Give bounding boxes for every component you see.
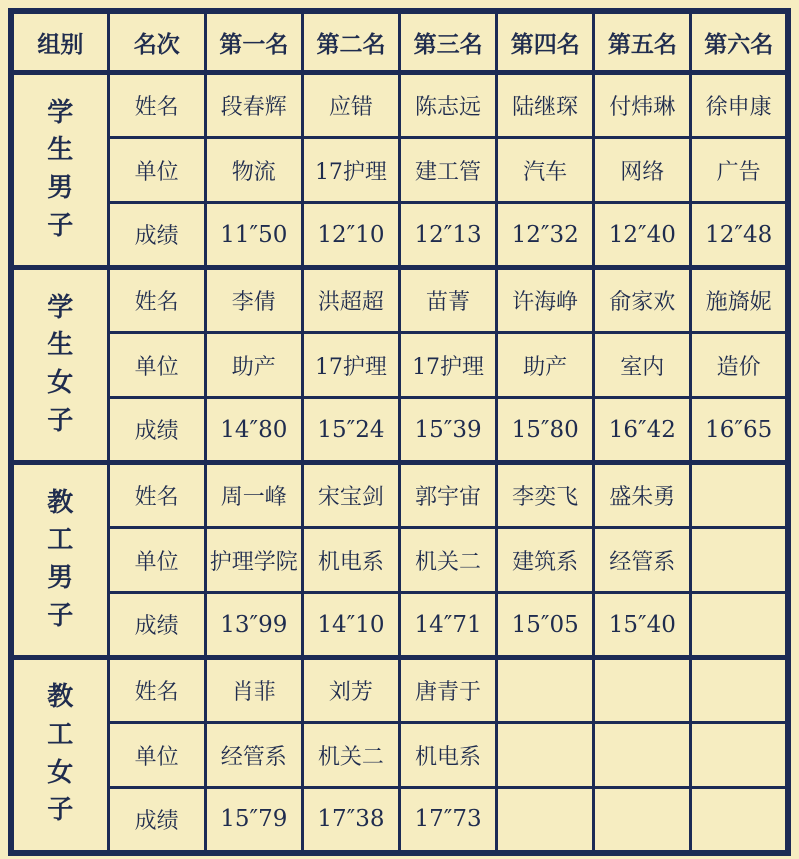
results-table: [8, 8, 791, 856]
cell-score: 14″80: [205, 398, 302, 463]
table-row: [11, 788, 788, 853]
cell-score: 16″65: [691, 398, 788, 463]
cell-name: 陈志远: [400, 73, 497, 138]
cell-score: 15″40: [594, 593, 691, 658]
header-cell-place-6: 第六名: [691, 11, 788, 73]
cell-unit: 助产: [497, 333, 594, 398]
row-label: 姓名: [108, 463, 205, 528]
row-label: 姓名: [108, 73, 205, 138]
table-row: [11, 658, 788, 723]
cell-score: 11″50: [205, 203, 302, 268]
cell-score: 15″80: [497, 398, 594, 463]
cell-unit: [497, 723, 594, 788]
cell-score: 14″71: [400, 593, 497, 658]
cell-score: 12″32: [497, 203, 594, 268]
row-label: 单位: [108, 138, 205, 203]
cell-name: [594, 658, 691, 723]
cell-name: 许海峥: [497, 268, 594, 333]
cell-name: 宋宝剑: [302, 463, 399, 528]
group-label-text: 学生男子: [47, 97, 74, 241]
cell-unit: 广告: [691, 138, 788, 203]
cell-name: 李倩: [205, 268, 302, 333]
table-row: [11, 138, 788, 203]
cell-unit: [594, 723, 691, 788]
cell-unit: 网络: [594, 138, 691, 203]
cell-unit: 机电系: [302, 528, 399, 593]
cell-name: 刘芳: [302, 658, 399, 723]
cell-name: 李奕飞: [497, 463, 594, 528]
table-row: [11, 73, 788, 138]
cell-name: 俞家欢: [594, 268, 691, 333]
header-cell-group: 组别: [11, 11, 108, 73]
cell-score: 15″79: [205, 788, 302, 853]
cell-name: 徐申康: [691, 73, 788, 138]
cell-score: [691, 593, 788, 658]
cell-unit: 护理学院: [205, 528, 302, 593]
group-label-student-women: [11, 268, 108, 463]
header-row: [11, 11, 788, 73]
cell-name: [691, 658, 788, 723]
cell-score: 15″05: [497, 593, 594, 658]
header-cell-place-5: 第五名: [594, 11, 691, 73]
table-header: [11, 11, 788, 73]
group-label-text: 教工女子: [47, 682, 74, 826]
header-cell-rank: 名次: [108, 11, 205, 73]
cell-unit: 17护理: [302, 138, 399, 203]
row-label: 成绩: [108, 203, 205, 268]
table-row: [11, 593, 788, 658]
cell-name: 付炜琳: [594, 73, 691, 138]
cell-score: [497, 788, 594, 853]
cell-name: 洪超超: [302, 268, 399, 333]
row-label: 成绩: [108, 788, 205, 853]
row-label: 单位: [108, 528, 205, 593]
group-label-text: 学生女子: [47, 292, 74, 436]
table-row: [11, 723, 788, 788]
header-cell-place-1: 第一名: [205, 11, 302, 73]
cell-score: 14″10: [302, 593, 399, 658]
cell-score: 12″48: [691, 203, 788, 268]
cell-score: 12″40: [594, 203, 691, 268]
cell-score: 16″42: [594, 398, 691, 463]
cell-name: 唐青于: [400, 658, 497, 723]
group-label-text: 教工男子: [47, 487, 74, 631]
group-label-student-men: [11, 73, 108, 268]
cell-name: 肖菲: [205, 658, 302, 723]
cell-name: 盛朱勇: [594, 463, 691, 528]
cell-name: [497, 658, 594, 723]
cell-score: [691, 788, 788, 853]
cell-unit: 17护理: [400, 333, 497, 398]
cell-unit: 室内: [594, 333, 691, 398]
cell-name: 郭宇宙: [400, 463, 497, 528]
cell-unit: [691, 528, 788, 593]
cell-name: 应错: [302, 73, 399, 138]
cell-unit: 17护理: [302, 333, 399, 398]
table-row: [11, 333, 788, 398]
cell-unit: [691, 723, 788, 788]
table-row: [11, 528, 788, 593]
cell-unit: 造价: [691, 333, 788, 398]
cell-unit: 建工管: [400, 138, 497, 203]
cell-unit: 机关二: [302, 723, 399, 788]
cell-unit: 汽车: [497, 138, 594, 203]
row-label: 单位: [108, 333, 205, 398]
table-row: [11, 398, 788, 463]
cell-unit: 助产: [205, 333, 302, 398]
cell-unit: 机关二: [400, 528, 497, 593]
row-label: 姓名: [108, 658, 205, 723]
header-cell-place-3: 第三名: [400, 11, 497, 73]
cell-name: 周一峰: [205, 463, 302, 528]
cell-score: 15″39: [400, 398, 497, 463]
cell-score: 13″99: [205, 593, 302, 658]
row-label: 成绩: [108, 398, 205, 463]
table-body: [11, 73, 788, 853]
table-row: [11, 268, 788, 333]
header-cell-place-4: 第四名: [497, 11, 594, 73]
cell-name: [691, 463, 788, 528]
cell-unit: 建筑系: [497, 528, 594, 593]
cell-unit: 物流: [205, 138, 302, 203]
row-label: 姓名: [108, 268, 205, 333]
cell-score: 12″10: [302, 203, 399, 268]
cell-name: 苗菁: [400, 268, 497, 333]
table-row: [11, 203, 788, 268]
cell-unit: 经管系: [205, 723, 302, 788]
cell-name: 段春辉: [205, 73, 302, 138]
cell-unit: 经管系: [594, 528, 691, 593]
cell-score: 12″13: [400, 203, 497, 268]
table-row: [11, 463, 788, 528]
header-cell-place-2: 第二名: [302, 11, 399, 73]
row-label: 成绩: [108, 593, 205, 658]
cell-name: 陆继琛: [497, 73, 594, 138]
cell-score: 17″38: [302, 788, 399, 853]
cell-score: 17″73: [400, 788, 497, 853]
cell-score: 15″24: [302, 398, 399, 463]
cell-name: 施旖妮: [691, 268, 788, 333]
cell-unit: 机电系: [400, 723, 497, 788]
cell-score: [594, 788, 691, 853]
row-label: 单位: [108, 723, 205, 788]
group-label-staff-women: [11, 658, 108, 853]
group-label-staff-men: [11, 463, 108, 658]
